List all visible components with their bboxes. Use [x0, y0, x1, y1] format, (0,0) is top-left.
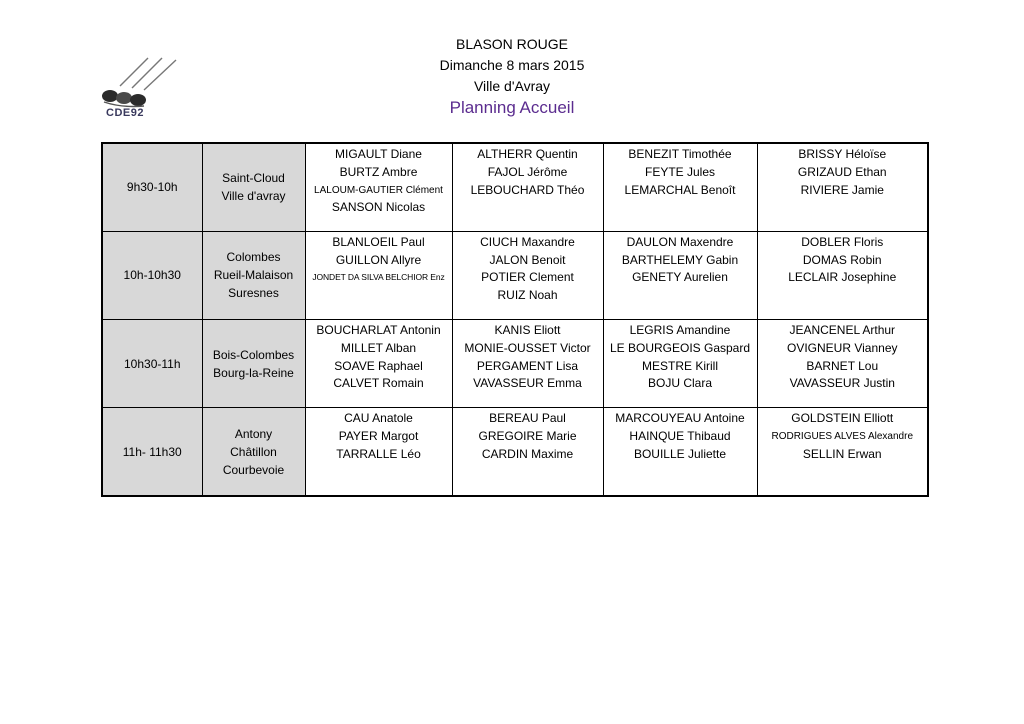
fencer-name: PAYER Margot — [338, 429, 419, 444]
time-slot: 9h30-10h — [102, 143, 202, 231]
fencer-name: BEREAU Paul — [489, 411, 566, 426]
club-name: Courbevoie — [222, 462, 285, 477]
fencer-name: BLANLOEIL Paul — [332, 234, 425, 249]
table-row — [102, 320, 928, 408]
fencer-name: JALON Benoit — [489, 252, 566, 267]
fencer-name: BARNET Lou — [806, 358, 879, 373]
fencer-name: BRISSY Héloïse — [798, 147, 887, 161]
fencer-name: CIUCH Maxandre — [480, 234, 575, 249]
fencer-group — [452, 231, 603, 319]
club-name: Colombes — [226, 250, 281, 265]
fencer-name: FAJOL Jérôme — [487, 164, 568, 179]
fencer-name: RODRIGUES ALVES Alexandre — [771, 431, 914, 443]
planning-subtitle: Planning Accueil — [449, 98, 575, 117]
document-header — [312, 34, 712, 119]
fencer-name: BOUILLE Juliette — [633, 446, 727, 461]
fencer-name: MILLET Alban — [340, 340, 417, 355]
fencer-name: PERGAMENT Lisa — [476, 358, 579, 373]
club-name: Rueil-Malaison — [213, 268, 294, 283]
fencer-group — [757, 320, 928, 408]
fencer-name: HAINQUE Thibaud — [629, 429, 731, 444]
fencer-name: LECLAIR Josephine — [788, 270, 897, 285]
fencer-name: RIVIERE Jamie — [800, 182, 884, 197]
fencer-name: CARDIN Maxime — [481, 446, 574, 461]
fencer-name: GRIZAUD Ethan — [797, 164, 887, 179]
fencer-group — [603, 320, 757, 408]
fencer-name: POTIER Clement — [481, 270, 574, 285]
fencer-name: SELLIN Erwan — [802, 446, 882, 461]
club-list — [202, 143, 305, 231]
fencer-name: TARRALLE Léo — [336, 446, 421, 461]
fencer-name: MARCOUYEAU Antoine — [615, 411, 745, 426]
time-slot: 10h30-11h — [102, 320, 202, 408]
table-row — [102, 231, 928, 319]
fencer-name: CALVET Romain — [333, 376, 424, 391]
fencer-name: DOBLER Floris — [801, 234, 884, 249]
fencer-name: DAULON Maxendre — [626, 234, 734, 249]
fencer-name: MONIE-OUSSET Victor — [464, 340, 591, 355]
fencer-group — [305, 143, 452, 231]
fencer-name: OVIGNEUR Vianney — [787, 340, 898, 355]
fencer-name: JEANCENEL Arthur — [789, 323, 896, 337]
fencer-name: RUIZ Noah — [497, 288, 558, 303]
fencer-group — [757, 143, 928, 231]
planning-table — [101, 142, 929, 497]
club-name: Bois-Colombes — [212, 347, 295, 362]
fencer-name: BURTZ Ambre — [339, 164, 418, 179]
fencer-group — [603, 408, 757, 496]
fencer-group — [603, 143, 757, 231]
fencer-name: MIGAULT Diane — [335, 147, 422, 161]
fencer-name: GOLDSTEIN Elliott — [791, 411, 894, 426]
fencer-name: LE BOURGEOIS Gaspard — [609, 340, 751, 355]
fencer-name: KANIS Eliott — [494, 323, 561, 337]
fencer-group — [603, 231, 757, 319]
fencer-name: LEBOUCHARD Théo — [470, 182, 585, 197]
fencer-group — [305, 320, 452, 408]
event-location: Ville d'Avray — [473, 78, 551, 94]
fencer-name: LALOUM-GAUTIER Clément — [314, 184, 443, 196]
fencer-group — [305, 408, 452, 496]
fencer-name: JONDET DA SILVA BELCHIOR Enz — [312, 272, 445, 283]
club-name: Châtillon — [230, 444, 277, 459]
fencer-name: LEGRIS Amandine — [629, 323, 731, 337]
fencer-name: MESTRE Kirill — [641, 358, 718, 373]
club-list — [202, 320, 305, 408]
fencer-name: BARTHELEMY Gabin — [621, 252, 739, 267]
fencer-name: BOUCHARLAT Antonin — [316, 323, 441, 337]
fencer-name: DOMAS Robin — [802, 252, 882, 267]
fencer-name: GENETY Aurelien — [632, 270, 728, 285]
fencer-name: SOAVE Raphael — [334, 358, 423, 373]
fencer-name: GREGOIRE Marie — [478, 429, 577, 444]
fencer-name: BOJU Clara — [647, 376, 712, 391]
club-list — [202, 231, 305, 319]
table-row — [102, 408, 928, 496]
time-slot: 10h-10h30 — [102, 231, 202, 319]
fencer-name: FEYTE Jules — [644, 164, 716, 179]
club-name: Bourg-la-Reine — [213, 365, 294, 380]
fencer-name: LEMARCHAL Benoît — [624, 182, 736, 197]
event-title: BLASON ROUGE — [455, 36, 569, 52]
fencer-group — [452, 320, 603, 408]
fencer-name: CAU Anatole — [344, 411, 413, 426]
club-name: Suresnes — [228, 286, 279, 301]
event-date: Dimanche 8 mars 2015 — [439, 57, 585, 73]
cde92-logo — [98, 56, 188, 128]
fencer-group — [452, 143, 603, 231]
fencer-name: BENEZIT Timothée — [628, 147, 732, 161]
fencer-name: SANSON Nicolas — [331, 200, 426, 215]
logo-text: CDE92 — [106, 107, 144, 119]
table-row — [102, 143, 928, 231]
club-name: Ville d'avray — [221, 189, 286, 204]
club-list — [202, 408, 305, 496]
fencer-name: ALTHERR Quentin — [477, 147, 578, 161]
fencer-name: VAVASSEUR Justin — [789, 376, 895, 391]
time-slot: 11h- 11h30 — [102, 408, 202, 496]
fencer-group — [757, 231, 928, 319]
fencer-name: GUILLON Allyre — [335, 252, 422, 267]
club-name: Saint-Cloud — [222, 171, 285, 186]
fencer-group — [452, 408, 603, 496]
club-name: Antony — [234, 426, 273, 441]
fencer-group — [757, 408, 928, 496]
fencer-name: VAVASSEUR Emma — [473, 376, 582, 391]
fencer-group — [305, 231, 452, 319]
